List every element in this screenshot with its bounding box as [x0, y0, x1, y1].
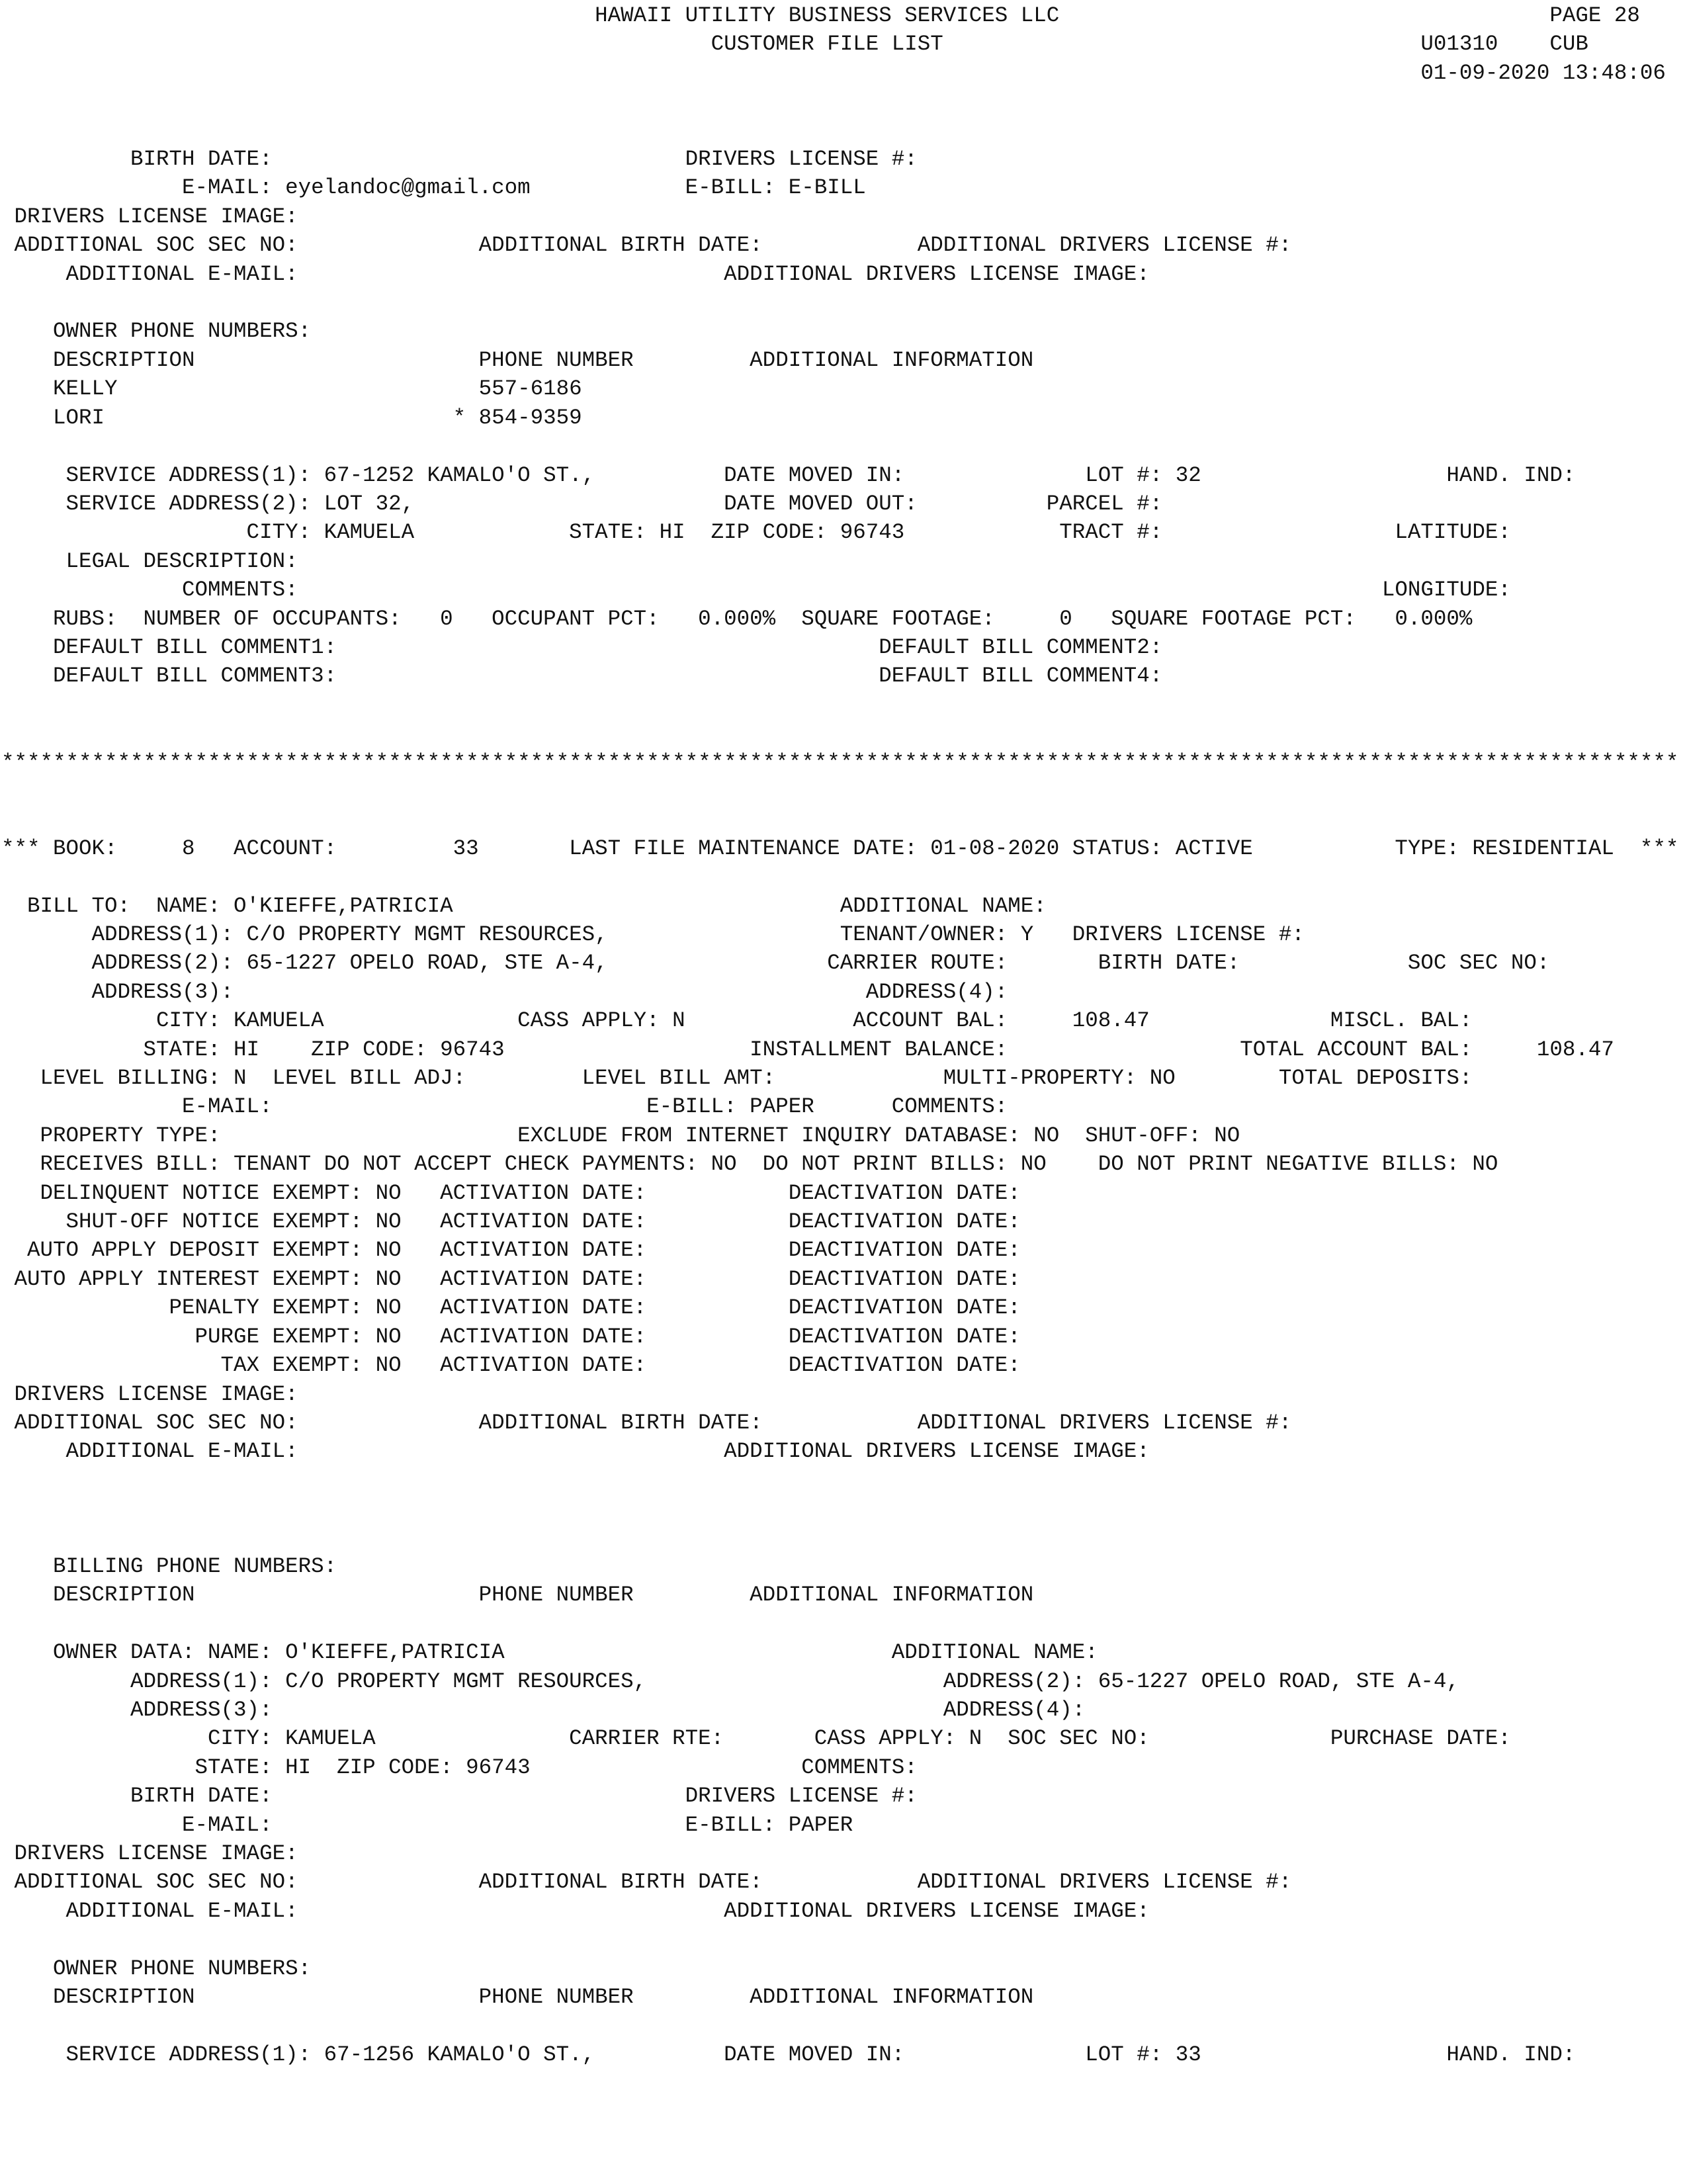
field-line-drivers-license-image: DRIVERS LICENSE IMAGE:	[1, 1381, 298, 1407]
field-line-additional-email: ADDITIONAL E-MAIL: ADDITIONAL DRIVERS LICENSE IMAGE:	[1, 261, 1150, 286]
field-line-additional-ids: ADDITIONAL SOC SEC NO: ADDITIONAL BIRTH DATE: ADDITIONAL DRIVERS LICENSE #:	[1, 1410, 1292, 1435]
service-address-1-line: SERVICE ADDRESS(1): 67-1256 KAMALO'O ST., DATE MOVED IN: LOT #: 33 HAND. IND:	[1, 2042, 1576, 2067]
owner-birth-date-line: BIRTH DATE: DRIVERS LICENSE #:	[1, 1784, 918, 1809]
owner-address-3-4-line: ADDRESS(3): ADDRESS(4):	[1, 1697, 1086, 1722]
blank-line	[1, 1610, 1687, 1638]
field-line-email-ebill: E-MAIL: eyelandoc@gmail.com E-BILL: E-BILL	[1, 175, 866, 200]
blank-line	[1, 2011, 1687, 2040]
field-line-additional-ids: ADDITIONAL SOC SEC NO: ADDITIONAL BIRTH DATE: ADDITIONAL DRIVERS LICENSE #:	[1, 1870, 1292, 1895]
field-line-birth-date-drivers-license: BIRTH DATE: DRIVERS LICENSE #:	[1, 147, 918, 172]
blank-line	[1, 863, 1687, 891]
shut-off-notice-exempt-line: SHUT-OFF NOTICE EXEMPT: NO ACTIVATION DATE: DEACTIVATION DATE:	[1, 1209, 1021, 1235]
owner-address-1-2-line: ADDRESS(1): C/O PROPERTY MGMT RESOURCES, ADDRESS(2): 65-1227 OPELO ROAD, STE A-4,	[1, 1669, 1459, 1694]
property-type-line: PROPERTY TYPE: EXCLUDE FROM INTERNET INQUIRY DATABASE: NO SHUT-OFF: NO	[1, 1123, 1240, 1148]
blank-line	[1, 2155, 1687, 2183]
legal-description-line: LEGAL DESCRIPTION:	[1, 548, 298, 574]
header-company-and-page: HAWAII UTILITY BUSINESS SERVICES LLC PAGE 28	[1, 3, 1640, 28]
bill-to-address-3-4-line: ADDRESS(3): ADDRESS(4):	[1, 979, 1008, 1004]
blank-line	[1, 288, 1687, 317]
billing-phone-numbers-heading: BILLING PHONE NUMBERS:	[1, 1553, 337, 1579]
blank-line	[1, 719, 1687, 748]
purge-exempt-line: PURGE EXEMPT: NO ACTIVATION DATE: DEACTIVATION DATE:	[1, 1324, 1021, 1349]
blank-line	[1, 777, 1687, 805]
phone-table-header: DESCRIPTION PHONE NUMBER ADDITIONAL INFORMATION	[1, 347, 1034, 372]
phone-table-row-kelly: KELLY 557-6186	[1, 376, 582, 402]
field-line-drivers-license-image: DRIVERS LICENSE IMAGE:	[1, 1841, 298, 1866]
blank-line	[1, 1524, 1687, 1552]
header-report-title-and-program: CUSTOMER FILE LIST U01310 CUB	[1, 32, 1588, 57]
field-line-additional-ids: ADDITIONAL SOC SEC NO: ADDITIONAL BIRTH DATE: ADDITIONAL DRIVERS LICENSE #:	[1, 233, 1292, 258]
bill-to-state-zip-balance-line: STATE: HI ZIP CODE: 96743 INSTALLMENT BALANCE: TOTAL ACCOUNT BAL: 108.47	[1, 1037, 1614, 1062]
blank-line	[1, 1466, 1687, 1495]
owner-city-line: CITY: KAMUELA CARRIER RTE: CASS APPLY: N SOC SEC NO: PURCHASE DATE:	[1, 1726, 1511, 1751]
bill-to-name-line: BILL TO: NAME: O'KIEFFE,PATRICIA ADDITIONAL NAME:	[1, 893, 1047, 918]
separator-line: **********************************************************************************************************************************	[1, 750, 1679, 775]
service-city-state-zip-line: CITY: KAMUELA STATE: HI ZIP CODE: 96743 TRACT #: LATITUDE:	[1, 520, 1511, 545]
tax-exempt-line: TAX EXEMPT: NO ACTIVATION DATE: DEACTIVATION DATE:	[1, 1353, 1021, 1378]
field-line-additional-email: ADDITIONAL E-MAIL: ADDITIONAL DRIVERS LICENSE IMAGE:	[1, 1898, 1150, 1923]
blank-line	[1, 1495, 1687, 1523]
default-bill-comment-1-2-line: DEFAULT BILL COMMENT1: DEFAULT BILL COMMENT2:	[1, 634, 1163, 660]
comments-longitude-line: COMMENTS: LONGITUDE:	[1, 578, 1511, 603]
bill-to-email-ebill-line: E-MAIL: E-BILL: PAPER COMMENTS:	[1, 1094, 1008, 1119]
blank-line	[1, 1925, 1687, 1954]
bill-to-address-2-line: ADDRESS(2): 65-1227 OPELO ROAD, STE A-4, CARRIER ROUTE: BIRTH DATE: SOC SEC NO:	[1, 951, 1550, 976]
rubs-line: RUBS: NUMBER OF OCCUPANTS: 0 OCCUPANT PCT: 0.000% SQUARE FOOTAGE: 0 SQUARE FOOTAGE PCT: 0.000%	[1, 606, 1473, 631]
blank-line	[1, 2126, 1687, 2155]
owner-phone-numbers-heading: OWNER PHONE NUMBERS:	[1, 319, 312, 344]
service-address-2-line: SERVICE ADDRESS(2): LOT 32, DATE MOVED OUT: PARCEL #:	[1, 491, 1163, 516]
auto-apply-interest-exempt-line: AUTO APPLY INTEREST EXEMPT: NO ACTIVATION DATE: DEACTIVATION DATE:	[1, 1266, 1021, 1291]
service-address-1-line: SERVICE ADDRESS(1): 67-1252 KAMALO'O ST., DATE MOVED IN: LOT #: 32 HAND. IND:	[1, 462, 1576, 488]
header-print-datetime: 01-09-2020 13:48:06	[1, 60, 1666, 85]
field-line-drivers-license-image: DRIVERS LICENSE IMAGE:	[1, 204, 298, 229]
blank-line	[1, 432, 1687, 460]
bill-to-address-1-line: ADDRESS(1): C/O PROPERTY MGMT RESOURCES, TENANT/OWNER: Y DRIVERS LICENSE #:	[1, 922, 1305, 947]
blank-line	[1, 2069, 1687, 2097]
owner-phone-numbers-heading: OWNER PHONE NUMBERS:	[1, 1956, 312, 1981]
owner-state-zip-line: STATE: HI ZIP CODE: 96743 COMMENTS:	[1, 1755, 918, 1780]
phone-table-header: DESCRIPTION PHONE NUMBER ADDITIONAL INFORMATION	[1, 1985, 1034, 2010]
blank-line	[1, 805, 1687, 834]
penalty-exempt-line: PENALTY EXEMPT: NO ACTIVATION DATE: DEACTIVATION DATE:	[1, 1295, 1021, 1321]
owner-email-ebill-line: E-MAIL: E-BILL: PAPER	[1, 1812, 853, 1837]
blank-line	[1, 116, 1687, 145]
account-header-line: *** BOOK: 8 ACCOUNT: 33 LAST FILE MAINTENANCE DATE: 01-08-2020 STATUS: ACTIVE TYPE: RESIDENTIAL ***	[1, 836, 1679, 861]
blank-line	[1, 87, 1687, 116]
phone-table-row-lori: LORI * 854-9359	[1, 405, 582, 430]
blank-line	[1, 2098, 1687, 2126]
owner-data-name-line: OWNER DATA: NAME: O'KIEFFE,PATRICIA ADDITIONAL NAME:	[1, 1640, 1098, 1665]
blank-line	[1, 691, 1687, 719]
default-bill-comment-3-4-line: DEFAULT BILL COMMENT3: DEFAULT BILL COMMENT4:	[1, 664, 1163, 689]
delinquent-notice-exempt-line: DELINQUENT NOTICE EXEMPT: NO ACTIVATION DATE: DEACTIVATION DATE:	[1, 1180, 1021, 1205]
phone-table-header: DESCRIPTION PHONE NUMBER ADDITIONAL INFORMATION	[1, 1583, 1034, 1608]
level-billing-line: LEVEL BILLING: N LEVEL BILL ADJ: LEVEL BILL AMT: MULTI-PROPERTY: NO TOTAL DEPOSITS:	[1, 1066, 1473, 1091]
auto-apply-deposit-exempt-line: AUTO APPLY DEPOSIT EXEMPT: NO ACTIVATION DATE: DEACTIVATION DATE:	[1, 1238, 1021, 1263]
receives-bill-line: RECEIVES BILL: TENANT DO NOT ACCEPT CHECK PAYMENTS: NO DO NOT PRINT BILLS: NO DO NOT PRINT NEGATIVE BILLS: NO	[1, 1152, 1498, 1177]
bill-to-city-balance-line: CITY: KAMUELA CASS APPLY: N ACCOUNT BAL: 108.47 MISCL. BAL:	[1, 1008, 1473, 1033]
field-line-additional-email: ADDITIONAL E-MAIL: ADDITIONAL DRIVERS LICENSE IMAGE:	[1, 1439, 1150, 1464]
